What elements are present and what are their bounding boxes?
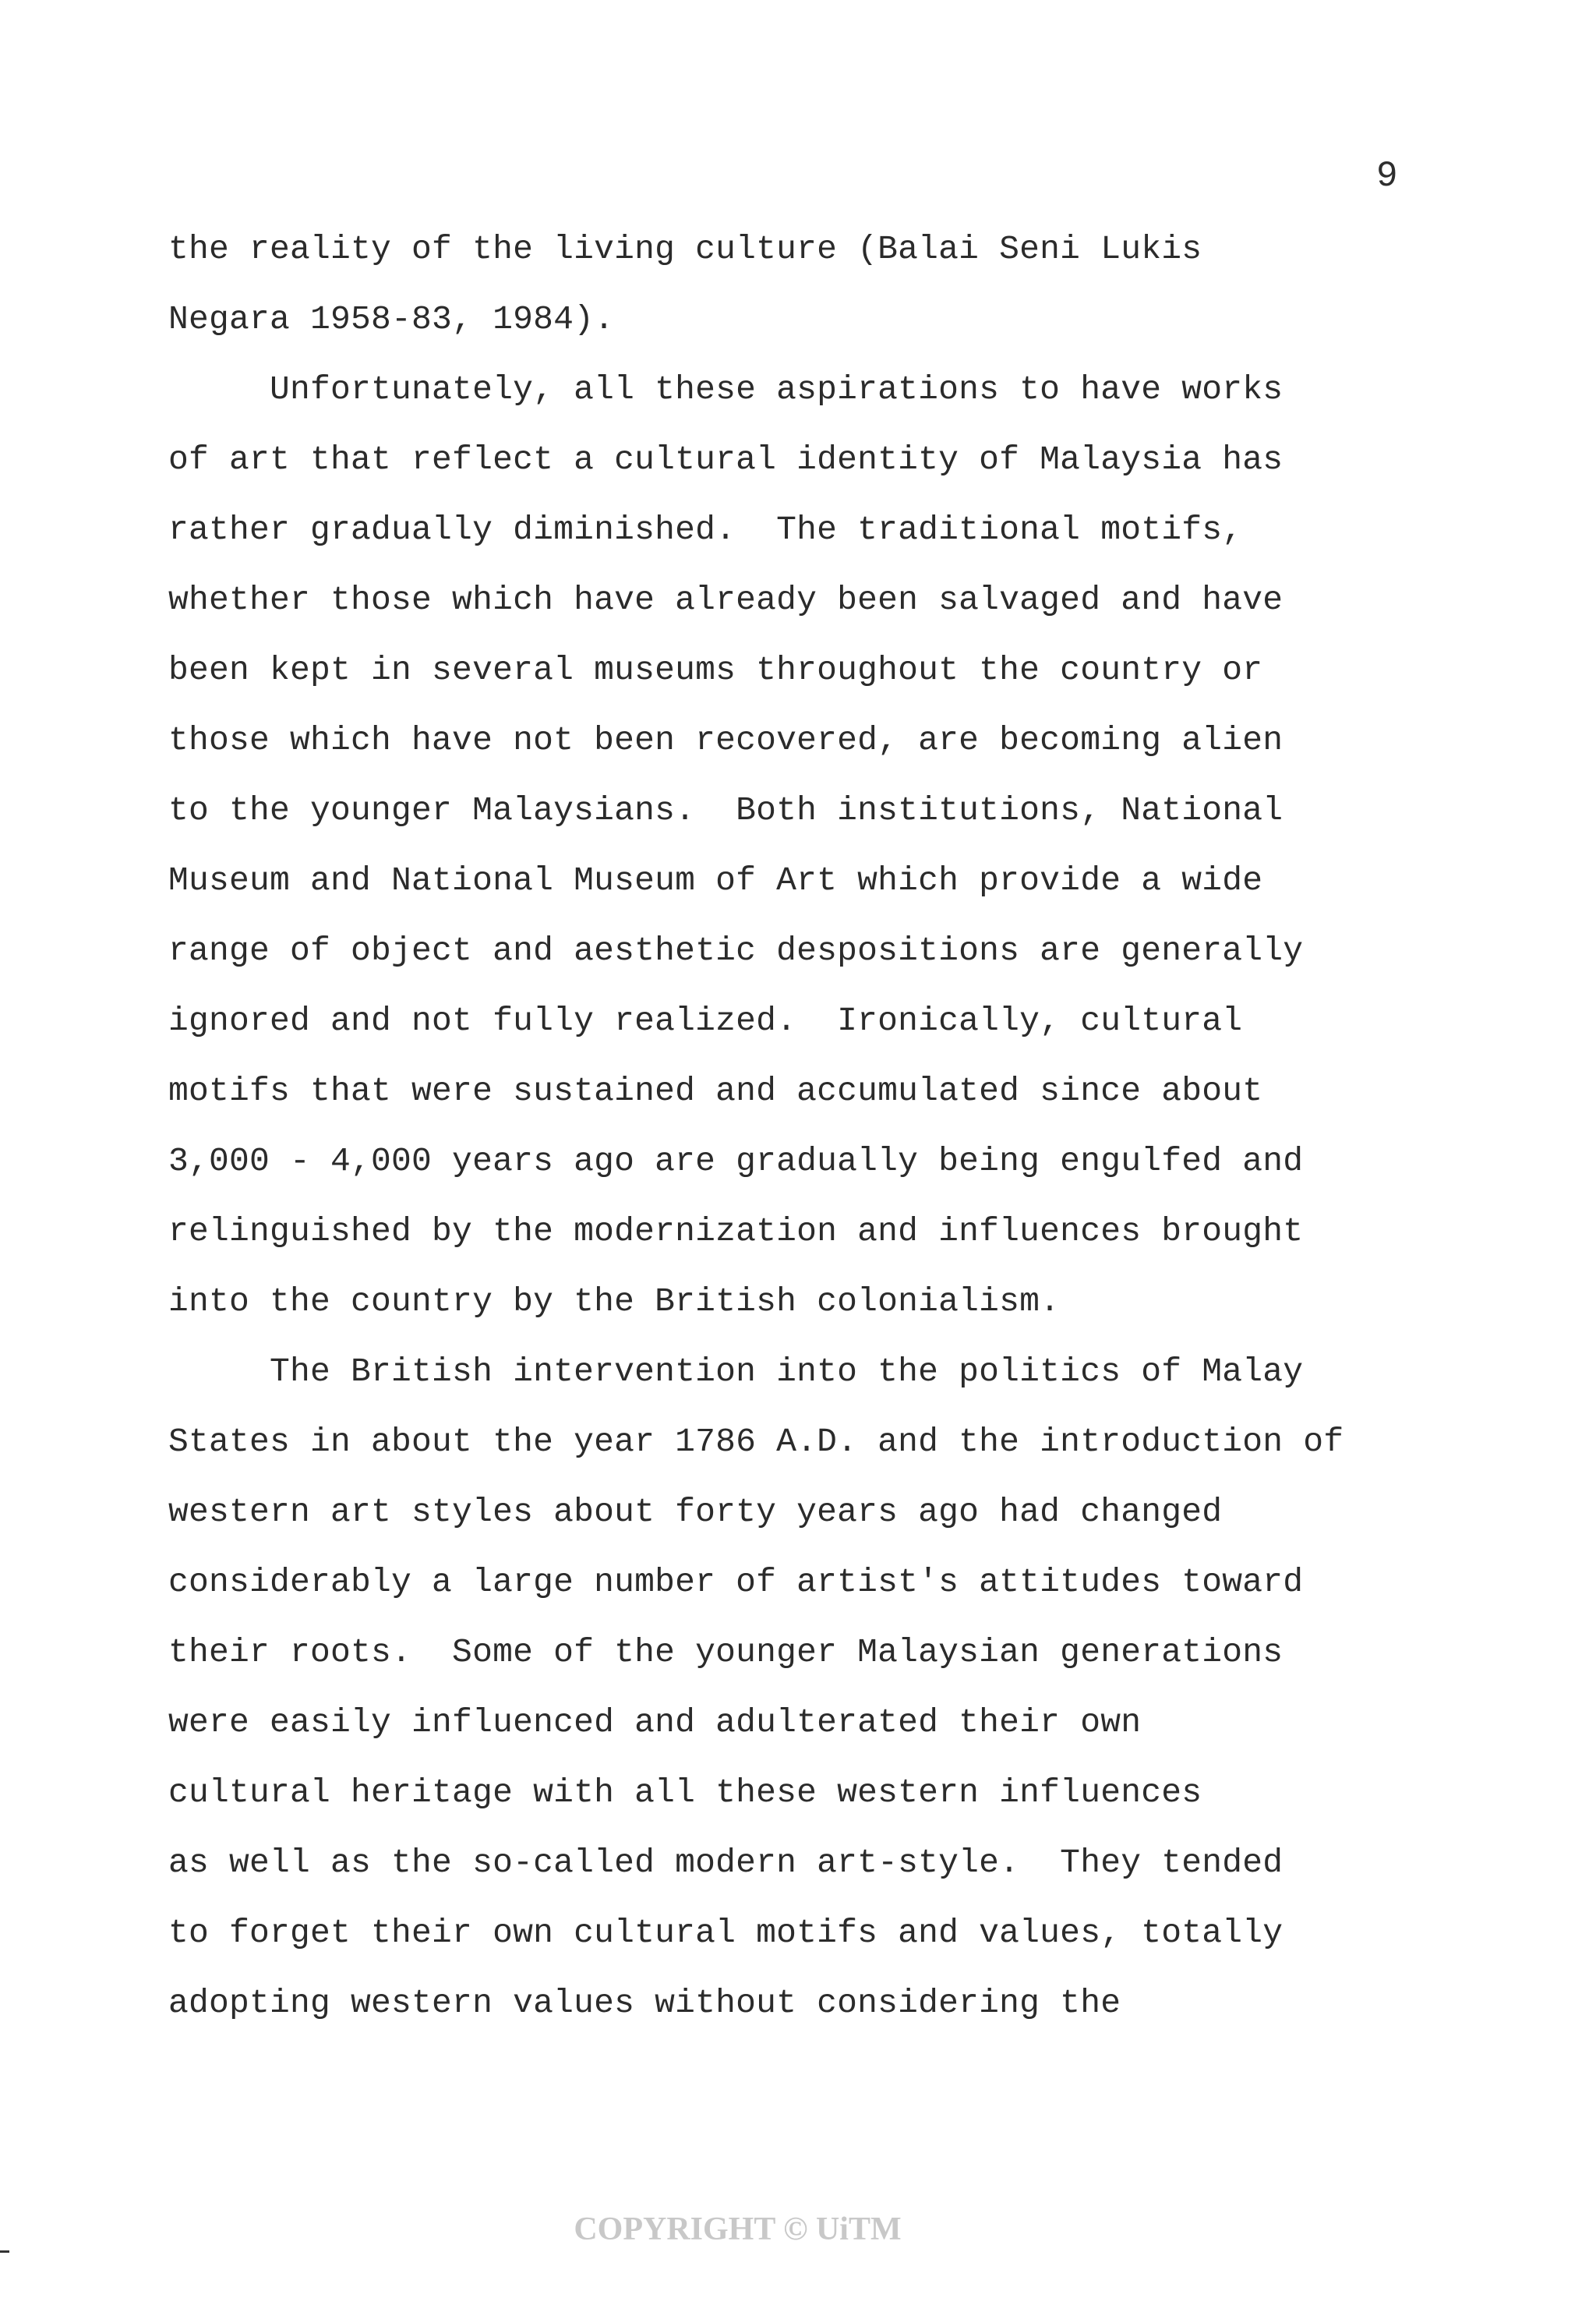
body-text xyxy=(168,226,1454,2050)
text-line: The British intervention into the politics of Malay xyxy=(168,1352,1304,1391)
text-line: States in about the year 1786 A.D. and the introduction of xyxy=(168,1423,1344,1461)
text-line: to the younger Malaysians. Both institutions, National xyxy=(168,791,1284,829)
text-line: were easily influenced and adulterated their own xyxy=(168,1703,1142,1741)
text-line: Museum and National Museum of Art which provide a wide xyxy=(168,861,1263,900)
text-line: adopting western values without considering the xyxy=(168,1984,1121,2022)
text-line: been kept in several museums throughout the country or xyxy=(168,651,1263,689)
text-line: into the country by the British colonialism. xyxy=(168,1282,1061,1320)
text-line: their roots. Some of the younger Malaysian generations xyxy=(168,1633,1284,1671)
copyright-watermark: COPYRIGHT © UiTM xyxy=(574,2211,902,2247)
text-line: to forget their own cultural motifs and values, totally xyxy=(168,1914,1284,1952)
text-line: considerably a large number of artist's attitudes toward xyxy=(168,1563,1304,1601)
text-line: those which have not been recovered, are becoming alien xyxy=(168,721,1284,759)
text-line: 3,000 - 4,000 years ago are gradually being engulfed and xyxy=(168,1142,1304,1180)
text-line: cultural heritage with all these western influences xyxy=(168,1773,1202,1812)
text-line: Negara 1958-83, 1984). xyxy=(168,300,615,338)
text-line: rather gradually diminished. The traditional motifs, xyxy=(168,511,1243,549)
text-line: western art styles about forty years ago had changed xyxy=(168,1493,1223,1531)
page-number: 9 xyxy=(1376,156,1398,196)
text-line: range of object and aesthetic despositions are generally xyxy=(168,931,1304,970)
text-line: whether those which have already been salvaged and have xyxy=(168,581,1284,619)
text-line: motifs that were sustained and accumulated since about xyxy=(168,1072,1263,1110)
text-line: of art that reflect a cultural identity of Malaysia has xyxy=(168,440,1284,479)
scan-margin-mark xyxy=(0,2250,9,2253)
text-line: as well as the so-called modern art-style. They tended xyxy=(168,1844,1284,1882)
text-line: the reality of the living culture (Balai Seni Lukis xyxy=(168,230,1202,268)
text-line: relinguished by the modernization and influences brought xyxy=(168,1212,1304,1250)
text-line: ignored and not fully realized. Ironically, cultural xyxy=(168,1002,1243,1040)
text-line: Unfortunately, all these aspirations to have works xyxy=(168,370,1284,408)
